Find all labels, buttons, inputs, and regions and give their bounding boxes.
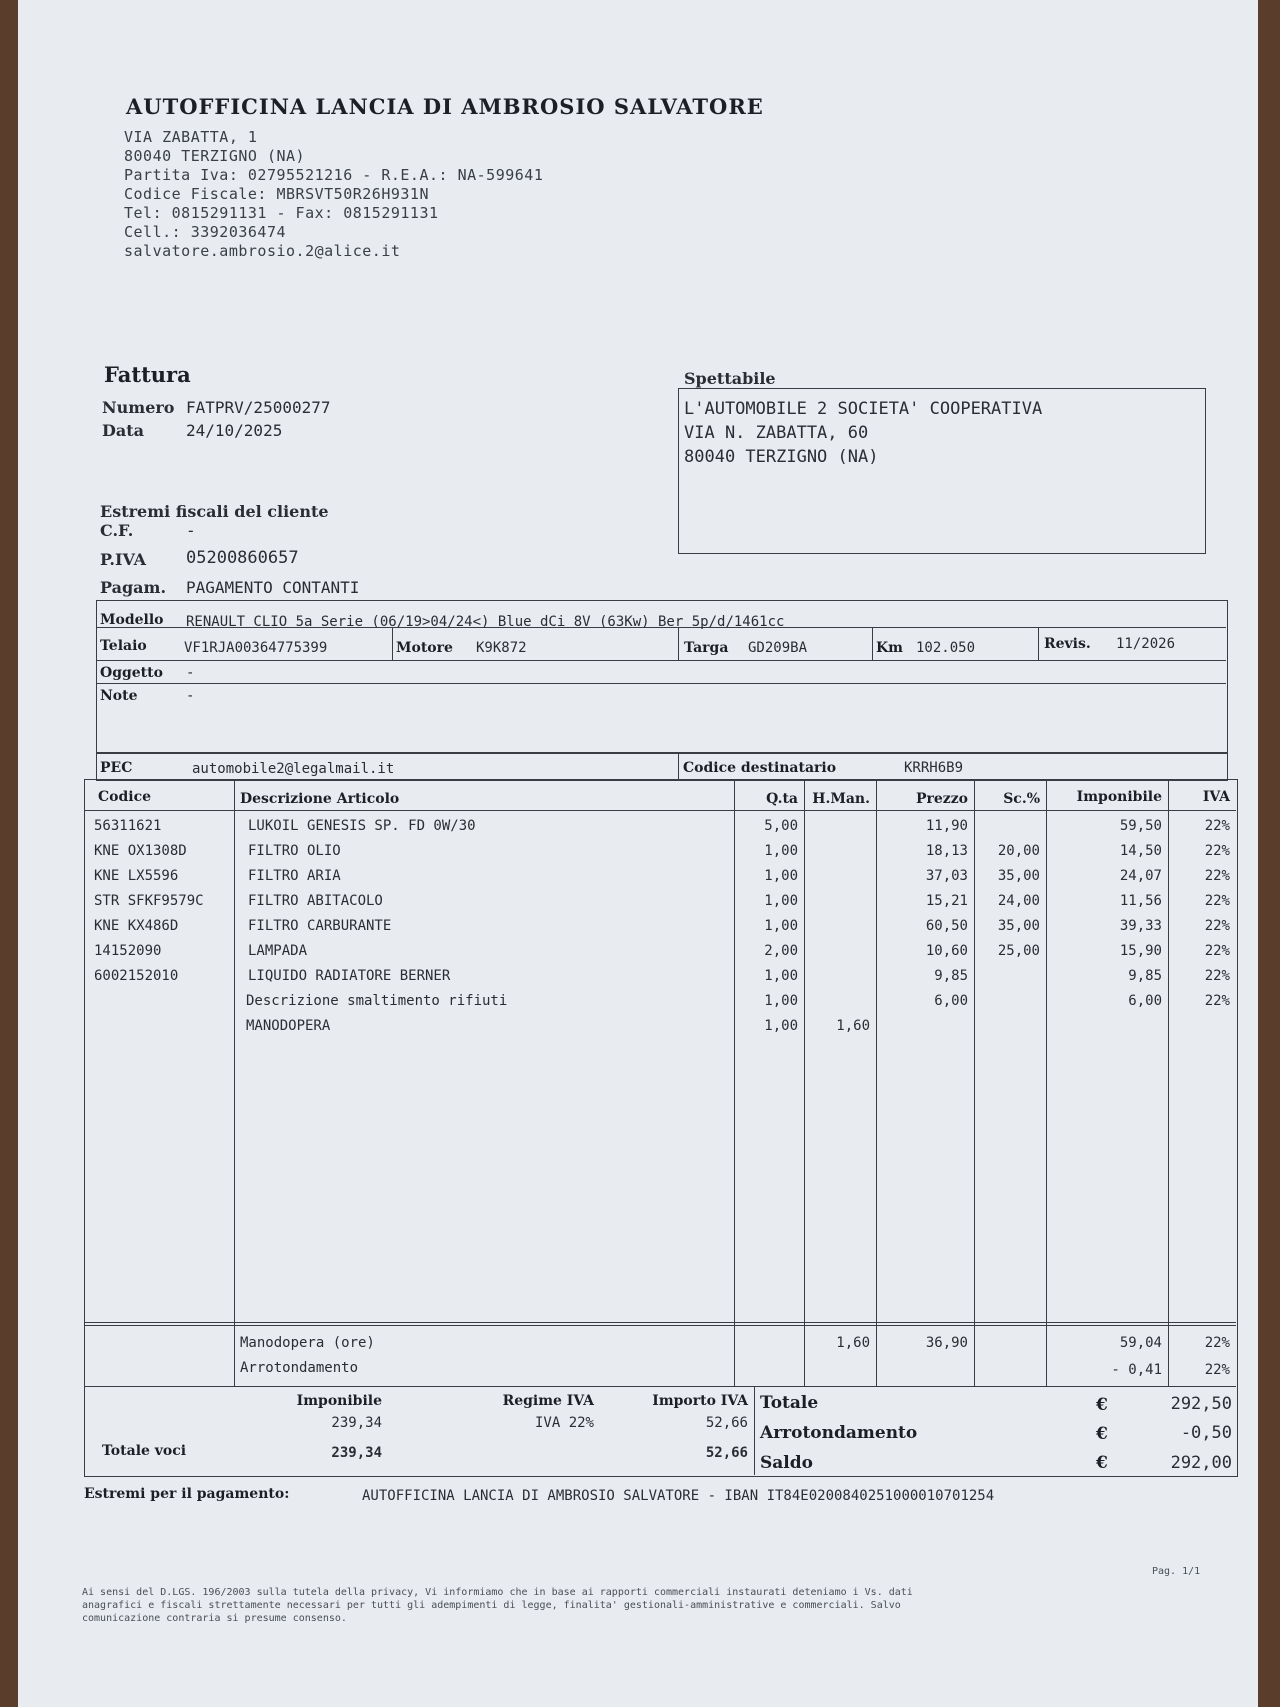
row-descrizione: Descrizione smaltimento rifiuti — [246, 993, 508, 1009]
note-label: Note — [100, 688, 138, 704]
recipient-city: 80040 TERZIGNO (NA) — [684, 447, 879, 467]
row-iva: 22% — [1204, 818, 1230, 834]
row-qta: 1,00 — [764, 1018, 798, 1034]
row-descrizione: LUKOIL GENESIS SP. FD 0W/30 — [248, 818, 476, 834]
targa-label: Targa — [684, 640, 729, 656]
header-iva: IVA — [1202, 789, 1230, 805]
revis-value: 11/2026 — [1116, 636, 1176, 652]
table-summary-divider — [84, 1386, 1236, 1387]
page-number: Pag. 1/1 — [1152, 1566, 1201, 1577]
arrotondamento-totale-label: Arrotondamento — [760, 1423, 918, 1443]
manodopera-prezzo: 36,90 — [925, 1335, 968, 1351]
invoice-date-label: Data — [102, 421, 144, 440]
row-prezzo: 6,00 — [934, 993, 968, 1009]
invoice-title: Fattura — [104, 362, 191, 387]
row-codice: KNE LX5596 — [94, 868, 179, 884]
header-sc: Sc.% — [1003, 791, 1040, 807]
invoice-number-label: Numero — [102, 398, 175, 417]
pec-value: automobile2@legalmail.it — [192, 761, 395, 777]
row-imponibile: 39,33 — [1119, 918, 1162, 934]
row-qta: 1,00 — [764, 968, 798, 984]
row-iva: 22% — [1204, 918, 1230, 934]
row-codice: KNE OX1308D — [94, 843, 187, 859]
vehicle-divider — [96, 683, 1226, 684]
privacy-notice: Ai sensi del D.LGS. 196/2003 sulla tutela della privacy, Vi informiamo che in base ai rapporti commerciali instaurati deteniamo i Vs. dati — [82, 1587, 913, 1598]
row-qta: 1,00 — [764, 918, 798, 934]
manodopera-imponibile: 59,04 — [1119, 1335, 1162, 1351]
codice-destinatario-value: KRRH6B9 — [904, 760, 964, 776]
row-descrizione: FILTRO OLIO — [248, 843, 341, 859]
pec-label: PEC — [100, 760, 133, 776]
saldo-value: 292,00 — [1170, 1453, 1232, 1473]
privacy-notice: anagrafici e fiscali strettamente necessari per tutti gli adempimenti di legge, finalita' gestionali-amministrative e commerciali. Salvo — [82, 1600, 901, 1611]
row-imponibile: 6,00 — [1128, 993, 1162, 1009]
arrotondamento-imponibile: - 0,41 — [1111, 1362, 1162, 1378]
invoice-date: 24/10/2025 — [186, 421, 283, 440]
fiscal-title: Estremi fiscali del cliente — [100, 502, 329, 521]
vehicle-divider — [872, 627, 873, 660]
manodopera-hman: 1,60 — [836, 1335, 870, 1351]
recipient-street: VIA N. ZABATTA, 60 — [684, 423, 869, 443]
invoice-paper — [18, 0, 1258, 1707]
vat-regime-label: Regime IVA — [502, 1393, 594, 1409]
row-imponibile: 9,85 — [1128, 968, 1162, 984]
motore-label: Motore — [396, 640, 453, 656]
invoice-number: FATPRV/25000277 — [186, 398, 331, 417]
row-descrizione: LAMPADA — [248, 943, 308, 959]
totale-voci-iva: 52,66 — [705, 1445, 748, 1461]
row-descrizione: FILTRO CARBURANTE — [248, 918, 392, 934]
cf-label: C.F. — [100, 521, 134, 540]
row-qta: 1,00 — [764, 843, 798, 859]
totale-voci-imponibile: 239,34 — [331, 1445, 382, 1461]
row-qta: 1,00 — [764, 993, 798, 1009]
modello-label: Modello — [100, 612, 164, 628]
motore-value: K9K872 — [476, 640, 527, 656]
table-body-divider — [84, 1322, 1236, 1323]
vehicle-divider — [392, 627, 393, 660]
row-iva: 22% — [1204, 868, 1230, 884]
km-value: 102.050 — [916, 640, 976, 656]
row-codice: 14152090 — [94, 943, 162, 959]
row-qta: 1,00 — [764, 893, 798, 909]
totale-label: Totale — [760, 1393, 819, 1413]
payment-value: AUTOFFICINA LANCIA DI AMBROSIO SALVATORE - IBAN IT84E0200840251000010701254 — [362, 1488, 995, 1504]
pec-divider — [678, 752, 679, 779]
vat-importo: 52,66 — [705, 1415, 748, 1431]
row-descrizione: LIQUIDO RADIATORE BERNER — [248, 968, 451, 984]
header-imponibile: Imponibile — [1076, 789, 1162, 805]
company-vat: Partita Iva: 02795521216 - R.E.A.: NA-599641 — [124, 166, 544, 184]
row-sc: 35,00 — [997, 868, 1040, 884]
row-qta: 2,00 — [764, 943, 798, 959]
recipient-name: L'AUTOMOBILE 2 SOCIETA' COOPERATIVA — [684, 399, 1043, 419]
header-prezzo: Prezzo — [915, 791, 968, 807]
currency-symbol: € — [1096, 1424, 1108, 1444]
telaio-value: VF1RJA00364775399 — [184, 640, 328, 656]
pagam-value: PAGAMENTO CONTANTI — [186, 578, 360, 597]
piva-label: P.IVA — [100, 550, 147, 569]
row-prezzo: 11,90 — [925, 818, 968, 834]
company-phone: Tel: 0815291131 - Fax: 0815291131 — [124, 204, 439, 222]
cf-value: - — [186, 521, 196, 540]
modello-value: RENAULT CLIO 5a Serie (06/19>04/24<) Blue dCi 8V (63Kw) Ber 5p/d/1461cc — [186, 614, 785, 630]
company-email: salvatore.ambrosio.2@alice.it — [124, 242, 401, 260]
table-header-divider — [84, 810, 1236, 811]
vat-imponibile-label: Imponibile — [296, 1393, 382, 1409]
note-value: - — [186, 688, 195, 704]
row-imponibile: 24,07 — [1119, 868, 1162, 884]
vat-regime: IVA 22% — [534, 1415, 594, 1431]
currency-symbol: € — [1096, 1395, 1108, 1415]
col-divider — [234, 779, 235, 1386]
recipient-label: Spettabile — [684, 369, 776, 388]
vat-imponibile: 239,34 — [331, 1415, 382, 1431]
col-divider — [804, 779, 805, 1386]
header-hman: H.Man. — [812, 791, 870, 807]
manodopera-label: Manodopera (ore) — [240, 1335, 375, 1351]
pagam-label: Pagam. — [100, 578, 167, 597]
row-prezzo: 37,03 — [925, 868, 968, 884]
row-imponibile: 59,50 — [1119, 818, 1162, 834]
payment-label: Estremi per il pagamento: — [84, 1486, 290, 1502]
row-prezzo: 15,21 — [925, 893, 968, 909]
row-codice: 6002152010 — [94, 968, 179, 984]
row-prezzo: 60,50 — [925, 918, 968, 934]
vat-importo-label: Importo IVA — [652, 1393, 748, 1409]
totale-voci-label: Totale voci — [102, 1443, 187, 1459]
arrotondamento-totale-value: -0,50 — [1180, 1423, 1232, 1443]
row-imponibile: 11,56 — [1119, 893, 1162, 909]
row-codice: 56311621 — [94, 818, 162, 834]
header-qta: Q.ta — [766, 791, 798, 807]
header-codice: Codice — [98, 789, 152, 805]
vehicle-divider — [678, 627, 679, 660]
row-descrizione: FILTRO ARIA — [248, 868, 341, 884]
row-iva: 22% — [1204, 943, 1230, 959]
row-sc: 25,00 — [997, 943, 1040, 959]
saldo-label: Saldo — [760, 1453, 813, 1473]
piva-value: 05200860657 — [186, 548, 299, 568]
company-address: VIA ZABATTA, 1 — [124, 128, 258, 146]
table-body-divider — [84, 1325, 1236, 1326]
totals-divider — [754, 1386, 755, 1475]
row-iva: 22% — [1204, 843, 1230, 859]
vehicle-divider — [1038, 627, 1039, 660]
row-hman: 1,60 — [836, 1018, 870, 1034]
totale-value: 292,50 — [1170, 1394, 1232, 1414]
row-prezzo: 9,85 — [934, 968, 968, 984]
telaio-label: Telaio — [100, 638, 147, 654]
header-descrizione: Descrizione Articolo — [240, 791, 400, 807]
row-descrizione: FILTRO ABITACOLO — [248, 893, 383, 909]
row-imponibile: 14,50 — [1119, 843, 1162, 859]
targa-value: GD209BA — [748, 640, 808, 656]
currency-symbol: € — [1096, 1453, 1108, 1473]
company-cell: Cell.: 3392036474 — [124, 223, 287, 241]
row-sc: 20,00 — [997, 843, 1040, 859]
revis-label: Revis. — [1044, 636, 1091, 652]
km-label: Km — [876, 640, 903, 656]
row-descrizione: MANODOPERA — [246, 1018, 331, 1034]
row-iva: 22% — [1204, 993, 1230, 1009]
row-imponibile: 15,90 — [1119, 943, 1162, 959]
row-prezzo: 18,13 — [925, 843, 968, 859]
arrotondamento-iva: 22% — [1204, 1362, 1230, 1378]
row-qta: 1,00 — [764, 868, 798, 884]
row-iva: 22% — [1204, 968, 1230, 984]
company-city: 80040 TERZIGNO (NA) — [124, 147, 306, 165]
vehicle-divider — [96, 660, 1226, 661]
row-codice: KNE KX486D — [94, 918, 179, 934]
row-codice: STR SFKF9579C — [94, 893, 204, 909]
row-iva: 22% — [1204, 893, 1230, 909]
manodopera-iva: 22% — [1204, 1335, 1230, 1351]
row-sc: 24,00 — [997, 893, 1040, 909]
company-name: AUTOFFICINA LANCIA DI AMBROSIO SALVATORE — [126, 94, 764, 119]
arrotondamento-label: Arrotondamento — [240, 1360, 359, 1376]
company-tax-code: Codice Fiscale: MBRSVT50R26H931N — [124, 185, 429, 203]
oggetto-label: Oggetto — [100, 665, 163, 681]
oggetto-value: - — [186, 665, 195, 681]
row-prezzo: 10,60 — [925, 943, 968, 959]
row-sc: 35,00 — [997, 918, 1040, 934]
codice-destinatario-label: Codice destinatario — [683, 760, 837, 776]
privacy-notice: comunicazione contraria si presume consenso. — [82, 1613, 347, 1624]
row-qta: 5,00 — [764, 818, 798, 834]
